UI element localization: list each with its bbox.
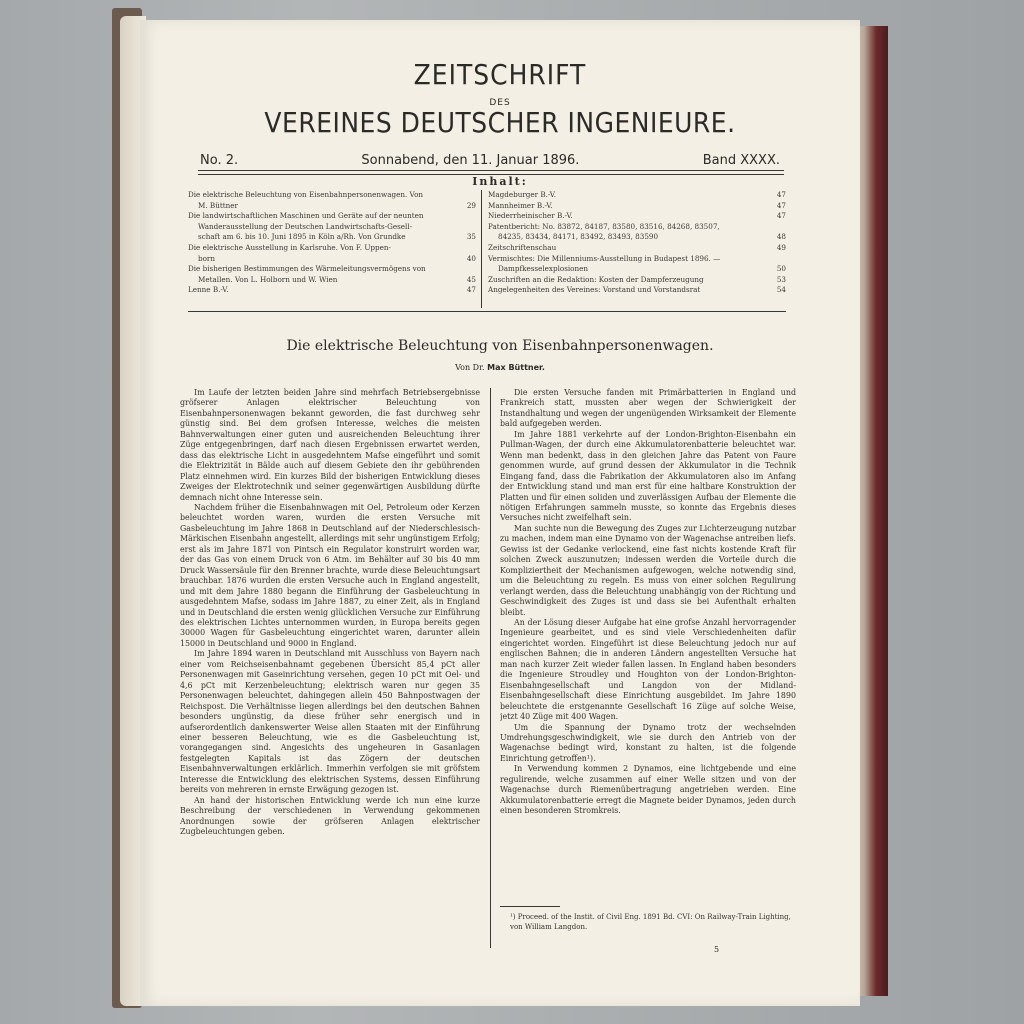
article-title: Die elektrische Beleuchtung von Eisenbahnpersonenwagen. [286, 338, 714, 354]
masthead-title: ZEITSCHRIFT [413, 58, 587, 91]
paragraph: Man suchte nun die Bewegung des Zuges zur Lichterzeugung nutzbar zu machen, indem man eine Dynamo von der Wagenachse antreiben liefs. Gewiss ist der Gedanke verlockend, eine fast nichts kostende Kraft für solchen Zweck auszunutzen; indessen werden die Vorteile durch die Kompliziertheit der Mechanismen aufgewogen, welche notwendig sind, um die Beleuchtung zu regeln. Es muss von einer solchen Regulirung verlangt werden, dass die Beleuchtung unabhängig von der Richtung und Geschwindigkeit des Zuges ist und dass sie bei Aufenthalt erhalten bleibt. [500, 523, 796, 617]
masthead-des: DES [489, 98, 511, 108]
contents-bottom-rule [188, 311, 786, 312]
toc-entry: Dampfkesselexplosionen 50 [498, 264, 786, 274]
column-divider [490, 388, 491, 948]
footnote-rule [500, 906, 560, 907]
toc-entry: born 40 [198, 253, 476, 263]
toc-entry: Patentbericht: No. 83872, 84187, 83580, 83516, 84268, 83507, [488, 221, 720, 231]
header-rule [198, 170, 784, 171]
issue-number: No. 2. [200, 153, 239, 168]
toc-entry: Die elektrische Beleuchtung von Eisenbahnpersonenwagen. Von [188, 190, 424, 199]
contents-divider [481, 190, 482, 308]
toc-entry: Angelegenheiten des Vereines: Vorstand und Vorstandsrat 54 [488, 285, 786, 295]
paragraph: Im Jahre 1881 verkehrte auf der London-Brighton-Eisenbahn ein Pullman-Wagen, der durch eine Akkumulatorenbatterie beleuchtet war. Wenn man bedenkt, dass in den gleichen Jahre das Patent von Faure genommen wurde, auf grund dessen der Akkumulator in die Technik Eingang fand, dass die Fabrikation der Akkumulatoren also im Anfang der Entwicklung stand und man erst für eine haltbare Konstruktion der Platten und für einen soliden und zuverlässigen Aufbau der Elemente die nötigen Erfahrungen sammeln musste, so konnte das Ergebnis dieses Versuches nicht zweifelhaft sein. [500, 429, 796, 523]
journal-page [140, 20, 860, 1006]
byline-author: Max Büttner. [487, 363, 545, 372]
toc-entry: Lenne B.-V. 47 [188, 285, 476, 295]
contents-left-column [188, 190, 476, 296]
paragraph: An hand der historischen Entwicklung werde ich nun eine kurze Beschreibung der verschiedenen in Verwendung gekommenen Anordnungen sowie der gröfseren Anlagen elektrischer Zugbeleuchtungen geben. [180, 795, 480, 837]
toc-entry: Mannheimer B.-V. 47 [488, 200, 786, 210]
toc-entry: Niederrheinischer B.-V. 47 [488, 211, 786, 221]
issue-line [200, 153, 780, 168]
toc-entry: Metallen. Von L. Holborn und W. Wien 45 [198, 274, 476, 284]
article-byline [140, 363, 860, 372]
issue-date: Sonnabend, den 11. Januar 1896. [361, 153, 580, 168]
toc-entry: Die landwirtschaftlichen Maschinen und Geräte auf der neunten [188, 211, 424, 221]
issue-volume: Band XXXX. [702, 153, 780, 168]
paragraph: In Verwendung kommen 2 Dynamos, eine lichtgebende und eine regulirende, welche zusammen auf einer Welle sitzen und von der Wagenachse durch Riemenübertragung angetrieben werden. Eine Akkumulatorenbatterie erregt die Magnete beider Dynamos, jeden durch einen besonderen Stromkreis. [500, 764, 796, 816]
contents-right-column [488, 190, 786, 296]
contents-heading: Inhalt: [472, 175, 528, 188]
paragraph: Nachdem früher die Eisenbahnwagen mit Oel, Petroleum oder Kerzen beleuchtet worden waren, wurden die ersten Versuche mit Gasbeleuchtung im Jahre 1868 in Deutschland auf der Niederschlesisch-Märkischen Eisenbahn angestellt, allerdings mit sehr ungünstigem Erfolg; erst als im Jahre 1871 von Pintsch ein Regulator konstruirt worden war, der das Gas von einem Druck von 6 Atm. im Behälter auf 30 bis 40 mm Druck Wassersäule für den Brenner brachte, wurde diese Beleuchtungsart brauchbar. 1876 wurden die ersten Versuche auch in England angestellt, und mit dem Jahre 1880 begann die Einführung der Gasbeleuchtung in ausgedehntem Mafse, sodass im Jahre 1887, zu einer Zeit, als in England und in Deutschland die ersten wenig glücklichen Versuche zur Einführung des elektrischen Lichtes unternommen wurden, in Europa bereits gegen 30000 Wagen für Gasbeleuchtung eingerichtet waren, darunter allein 15000 in Deutschland und 9000 in England. [180, 502, 480, 648]
toc-entry: Vermischtes: Die Millenniums-Ausstellung in Budapest 1896. — [488, 253, 721, 263]
page-number: 5 [714, 945, 720, 954]
paragraph: Im Jahre 1894 waren in Deutschland mit Ausschluss von Bayern nach einer vom Reichseisenbahnamt gegebenen Übersicht 85,4 pCt aller Personenwagen mit Gaseinrichtung versehen, gegen 10 pCt mit Oel- und 4,6 pCt mit Kerzenbeleuchtung; elektrisch waren nur gegen 35 Personenwagen beleuchtet, dahingegen allein 450 Bahnpostwagen der Reichspost. Die Verhältnisse liegen allerdings bei den deutschen Bahnen besonders ungünstig, da diese früher sehr energisch und in aufserordentlich dankenswerter Weise allen Staaten mit der Einführung einer besseren Beleuchtung, wie es die Gasbeleuchtung ist, vorangegangen sind. Angesichts des ungeheuren in Gasanlagen festgelegten Kapitals ist das Zögern der deutschen Eisenbahnverwaltungen erklärlich. Immerhin verfolgen sie mit gröfstem Interesse die Entwicklung des elektrischen Systems, dessen Einführung bereits von mehreren in ernste Erwägung gezogen ist. [180, 649, 480, 795]
toc-entry: schaft am 6. bis 10. Juni 1895 in Köln a/Rh. Von Grundke 35 [198, 232, 476, 242]
footnote: ¹) Proceed. of the Instit. of Civil Eng. 1891 Bd. CVI: On Railway-Train Lighting, von William Langdon. [510, 913, 791, 931]
toc-entry: Zeitschriftenschau 49 [488, 242, 786, 252]
article-right-column [500, 388, 796, 898]
toc-entry: Die bisherigen Bestimmungen des Wärmeleitungsvermögens von [188, 264, 426, 274]
byline-prefix: Von Dr. [455, 363, 485, 372]
toc-entry: Wanderausstellung der Deutschen Landwirtschafts-Gesell- [198, 221, 413, 231]
paragraph: Um die Spannung der Dynamo trotz der wechselnden Umdrehungsgeschwindigkeit, wie sie durch den Antrieb von der Wagenachse bedingt wird, konstant zu halten, ist die folgende Einrichtung getroffen¹). [500, 722, 796, 763]
paragraph: Die ersten Versuche fanden mit Primärbatterien in England und Frankreich statt, mussten aber wegen der Schwierigkeit der Instandhaltung und wegen der ungenügenden Wirksamkeit der Elemente bald aufgegeben werden. [500, 388, 796, 429]
masthead-society: VEREINES DEUTSCHER INGENIEURE. [264, 106, 736, 139]
toc-entry: Die elektrische Ausstellung in Karlsruhe. Von F. Uppen- [188, 242, 391, 252]
paragraph: An der Lösung dieser Aufgabe hat eine grofse Anzahl hervorragender Ingenieure gearbeitet, und es sind viele Verschiedenheiten dafür eingerichtet worden. Eingeführt ist diese Beleuchtung jedoch nur auf englischen Bahnen; die in anderen Ländern angestellten Versuche hat man nach kurzer Zeit wieder fallen lassen. In England haben besonders die Ingenieure Stroudley und Houghton von der London-Brighton-Eisenbahngesellschaft und Langdon von der Midland-Eisenbahngesellschaft diese Einrichtung ausgebildet. Im Jahre 1890 beleuchtete die erstgenannte Gesellschaft 16 Züge auf solche Weise, jetzt 40 Züge mit 400 Wagen. [500, 617, 796, 722]
article-left-column [180, 388, 480, 948]
toc-entry: Magdeburger B.-V. 47 [488, 190, 786, 199]
toc-entry: M. Büttner 29 [198, 200, 476, 210]
toc-entry: Zuschriften an die Redaktion: Kosten der Dampferzeugung 53 [488, 274, 786, 284]
toc-entry: 84235, 83434, 84171, 83492, 83493, 83590 48 [498, 232, 786, 242]
paragraph: Im Laufe der letzten beiden Jahre sind mehrfach Betriebsergebnisse gröfserer Anlagen elektrischer Beleuchtung von Eisenbahnpersonenwagen bekannt geworden, die fast durchweg sehr günstig sind. Bei dem grofsen Interesse, welches die meisten Bahnverwaltungen einer guten und ausreichenden Beleuchtung ihrer Züge entgegenbringen, darf nach diesen Ergebnissen erwartet werden, dass das elektrische Licht in ausgedehntem Mafse eingeführt und somit die Elektrizität in Bälde auch auf diesem Gebiete den ihr gebührenden Platz einnehmen wird. Ein kurzes Bild der bisherigen Entwicklung dieses Zweiges der Elektrotechnik und seiner gegenwärtigen Ausbildung dürfte demnach nicht ohne Interesse sein. [180, 388, 480, 502]
